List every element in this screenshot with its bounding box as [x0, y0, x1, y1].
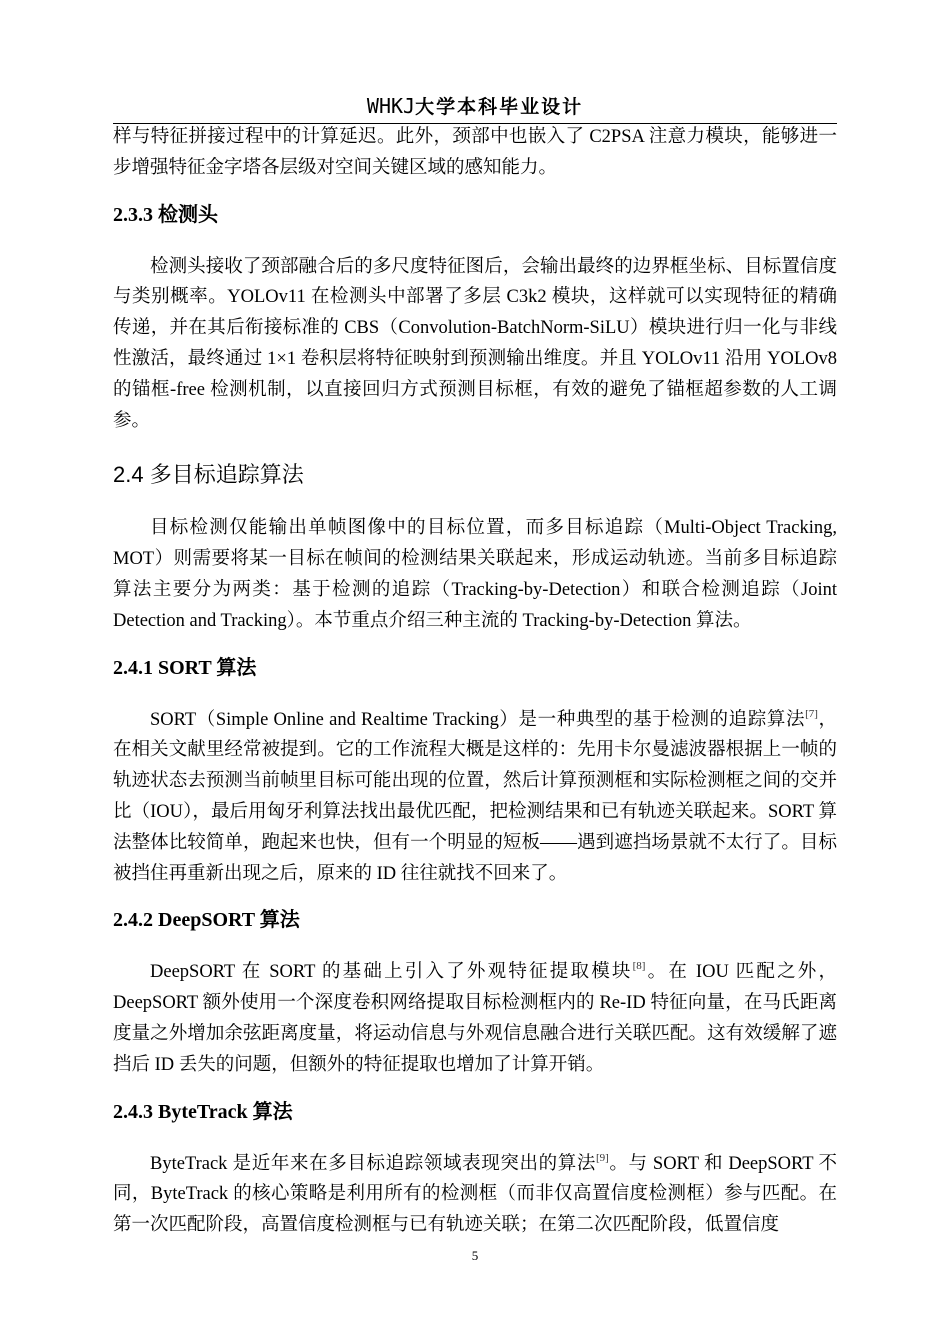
- section-heading-2-4: 2.4 多目标追踪算法: [113, 462, 304, 488]
- paragraph-deepsort-part1: DeepSORT 在 SORT 的基础上引入了外观特征提取模块: [150, 962, 633, 983]
- citation-8: [8]: [632, 960, 646, 973]
- header-latin: WHKJ: [366, 94, 416, 118]
- paragraph-sort-part2: ，在相关文献里经常被提到。它的工作流程大概是这样的：先用卡尔曼滤波器根据上一帧的轨迹状态去预测当前帧里目标可能出现的位置，然后计算预测框和实际检测框之间的交并比（IOU），最后用匈牙利算法找出最优匹配，把检测结果和已有轨迹关联起来。SORT 算法整体比较简单，跑起来也快，但有一个明显的短板——遇到遮挡场景就不太行了。目标被挡住再重新出现之后，原来的 ID 往往就找不回来了。: [113, 709, 837, 884]
- paragraph-continued: 样与特征拼接过程中的计算延迟。此外，颈部中也嵌入了 C2PSA 注意力模块，能够进一步增强特征金字塔各层级对空间关键区域的感知能力。: [113, 127, 837, 178]
- paragraph-deepsort-part2: 。在 IOU 匹配之外，DeepSORT 额外使用一个深度卷积网络提取目标检测框内的 Re-ID 特征向量，在马氏距离度量之外增加余弦距离度量，将运动信息与外观信息融合进行关联匹配。这有效缓解了遮挡后 ID 丢失的问题，但额外的特征提取也增加了计算开销。: [113, 962, 837, 1075]
- page-number: 5: [471, 1248, 479, 1263]
- paragraph-sort: [113, 705, 837, 890]
- paragraph-detection-head: 检测头接收了颈部融合后的多尺度特征图后，会输出最终的边界框坐标、目标置信度与类别概率。YOLOv11 在检测头中部署了多层 C3k2 模块，这样就可以实现特征的精确传递，并在其后衔接标准的 CBS（Convolution-BatchNorm-SiLU）模块进行归一化与非线性激活，最终通过 1×1 卷积层将特征映射到预测输出维度。并且 YOLOv11 沿用 YOLOv8 的锚框-free 检测机制，以直接回归方式预测目标框，有效的避免了锚框超参数的人工调参。: [113, 256, 837, 431]
- page-body: [113, 122, 837, 1241]
- citation-9: [9]: [595, 1151, 609, 1164]
- paragraph-sort-part1: SORT（Simple Online and Realtime Tracking）是一种典型的基于检测的追踪算法: [150, 709, 806, 730]
- paragraph-bytetrack: [113, 1149, 837, 1241]
- paragraph-bytetrack-part2: 。与 SORT 和 DeepSORT 不同，ByteTrack 的核心策略是利用所有的检测框（而非仅高置信度检测框）参与匹配。在第一次匹配阶段，高置信度检测框与已有轨迹关联；在第二次匹配阶段，低置信度: [113, 1153, 837, 1236]
- section-heading-2-3-3: 2.3.3 检测头: [113, 203, 218, 226]
- paragraph-mot-intro: 目标检测仅能输出单帧图像中的目标位置，而多目标追踪（Multi-Object Tracking, MOT）则需要将某一目标在帧间的检测结果关联起来，形成运动轨迹。当前多目标追踪算法主要分为两类：基于检测的追踪（Tracking-by-Detection）和联合检测追踪（Joint Detection and Tracking）。本节重点介绍三种主流的 Tracking-by-Detection 算法。: [113, 518, 837, 631]
- section-heading-2-4-1: 2.4.1 SORT 算法: [113, 656, 257, 679]
- paragraph-bytetrack-part1: ByteTrack 是近年来在多目标追踪领域表现突出的算法: [150, 1153, 596, 1174]
- page-header: [113, 92, 837, 124]
- header-title: 大学本科毕业设计: [415, 96, 584, 118]
- paragraph-deepsort: [113, 957, 837, 1080]
- section-heading-2-4-3: 2.4.3 ByteTrack 算法: [113, 1100, 293, 1123]
- section-heading-2-4-2: 2.4.2 DeepSORT 算法: [113, 909, 300, 932]
- citation-7: [7]: [805, 707, 818, 720]
